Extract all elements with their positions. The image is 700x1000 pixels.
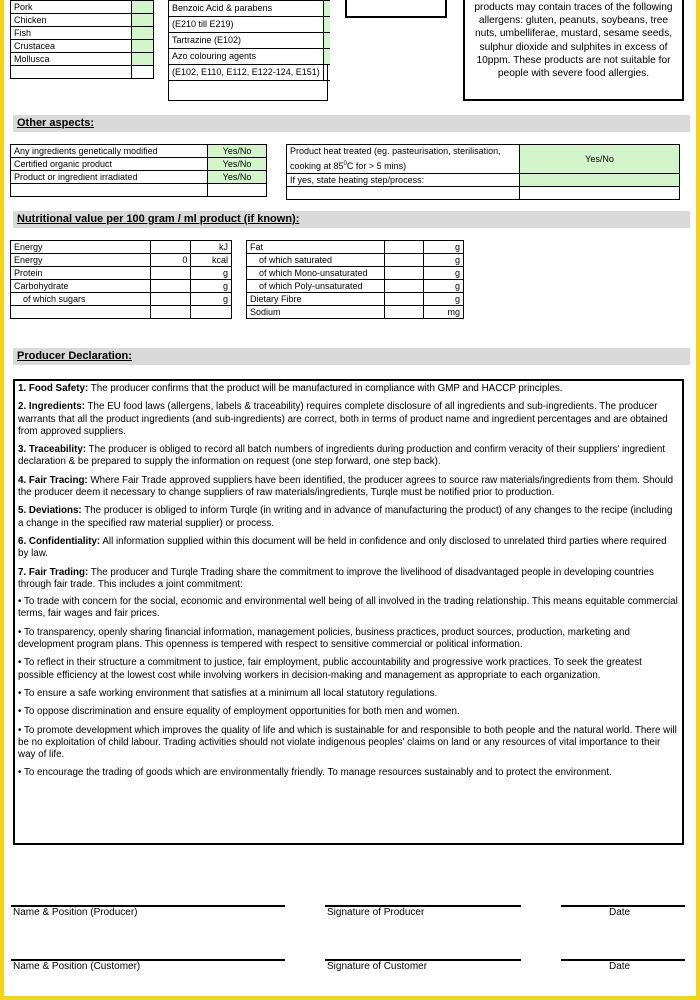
customer-date-label: Date <box>609 961 631 972</box>
additive-check-cell[interactable] <box>323 33 330 49</box>
declaration-item <box>18 536 679 561</box>
nutrient-label: of which sugars <box>11 293 151 306</box>
nutrient-label: of which Mono-unsaturated <box>247 267 385 280</box>
nutrient-value[interactable] <box>384 293 424 306</box>
declaration-item-heading: 5. Deviations: <box>18 505 82 517</box>
declaration-item <box>18 444 679 469</box>
nutrient-value[interactable]: 0 <box>150 254 191 267</box>
allergen-label: Fish <box>11 27 132 40</box>
allergen-label: Crustacea <box>11 40 132 53</box>
heating-step-label: If yes, state heating step/process: <box>287 174 520 187</box>
additive-label: Tartrazine (E102) <box>169 33 323 49</box>
declaration-item-text: The producer is obliged to record all batch numbers of ingredients during production and confirm veracity of their suppliers' ingredient declaration & be prepared to supply the information on request (one step forward, one step back). <box>18 444 666 468</box>
producer-name-label: Name & Position (Producer) <box>13 907 138 918</box>
nutrition-row <box>247 241 464 254</box>
nutrient-unit: g <box>191 280 232 293</box>
allergen-label: Pork <box>11 1 132 14</box>
allergen-label: Mollusca <box>11 53 132 66</box>
declaration-item-heading: 4. Fair Tracing: <box>18 474 88 486</box>
other-aspects-table <box>10 144 267 197</box>
additive-row <box>169 49 330 65</box>
nutrient-value[interactable] <box>150 267 191 280</box>
heat-treated-value[interactable]: Yes/No <box>520 145 680 174</box>
declaration-bullet: • To reflect in their structure a commitment to justice, fair employment, public accountability and progressive work practices. To seek the greatest possible efficiency at the lowest cost while involving workers in decision-making and management as appropriate to each organization. <box>18 657 642 681</box>
nutrient-unit: g <box>191 267 232 280</box>
aspect-empty-row <box>11 184 267 197</box>
nutrient-unit: kcal <box>191 254 232 267</box>
aspect-empty-a <box>11 184 208 197</box>
declaration-item <box>18 401 679 438</box>
allergen-row <box>11 27 154 40</box>
allergen-check-cell[interactable] <box>132 53 154 66</box>
nutrient-unit: g <box>424 254 464 267</box>
nutrient-value[interactable] <box>150 241 191 254</box>
declaration-bullet: • To ensure a safe working environment that satisfies at a minimum all local statutory regulations. <box>18 687 438 699</box>
allergen-table <box>10 0 154 79</box>
nutrient-unit: g <box>191 293 232 306</box>
declaration-bullet: • To transparency, openly sharing financial information, management policies, business practices, product sources, production, marketing and development program plans. This openness is tempered with respect to sensitive commercial or political information. <box>18 626 630 651</box>
additive-row <box>169 17 330 33</box>
aspect-label: Product or ingredient irradiated <box>11 171 208 184</box>
additive-label: Azo colouring agents <box>169 49 323 65</box>
declaration-item-text: The producer confirms that the product will be manufactured in compliance with GMP and HACCP principles. <box>88 383 563 394</box>
nutrition-table-right <box>246 240 464 319</box>
additive-check-cell <box>323 65 330 81</box>
nutrient-empty-value[interactable] <box>150 306 191 319</box>
nutrient-empty-unit <box>191 306 232 319</box>
allergen-note: products may contain traces of the following allergens: gluten, peanuts, soybeans, tree nuts, umbelliferae, mustard, sesame seeds, sulphur dioxide and sulphites in excess of 10ppm. These products are not suitable for people with severe food allergies. <box>463 0 684 101</box>
nutrient-value[interactable] <box>150 293 191 306</box>
additive-label: Benzoic Acid & parabens <box>169 1 323 17</box>
allergen-row <box>11 14 154 27</box>
section-producer-declaration: Producer Declaration: <box>13 348 690 365</box>
additive-label: (E102, E110, E112, E122-124, E151) <box>169 65 323 81</box>
heating-step-value[interactable] <box>520 174 680 187</box>
allergen-check-cell[interactable] <box>132 14 154 27</box>
nutrient-label: Protein <box>11 267 151 280</box>
producer-signature-label: Signature of Producer <box>327 907 425 918</box>
allergen-row <box>11 53 154 66</box>
aspect-yes-no[interactable]: Yes/No <box>208 158 267 171</box>
nutrition-table-left <box>10 240 232 319</box>
allergen-empty-row <box>11 66 154 79</box>
allergen-row <box>11 1 154 14</box>
additive-row <box>169 65 330 81</box>
additive-check-cell[interactable] <box>323 1 330 17</box>
heat-treated-label <box>287 145 520 174</box>
nutrition-row <box>11 293 232 306</box>
nutrient-label: of which Poly-unsaturated <box>247 280 385 293</box>
heat-empty-cell-b <box>520 187 680 200</box>
heat-label-line1: Product heat treated (eg. pasteurisation, sterilisation, <box>290 146 501 156</box>
nutrient-unit: g <box>424 241 464 254</box>
nutrient-label: Energy <box>11 241 151 254</box>
section-nutrition: Nutritional value per 100 gram / ml product (if known): <box>13 211 690 228</box>
declaration-item-heading: 7. Fair Trading: <box>18 566 89 578</box>
additive-check-cell[interactable] <box>323 49 330 65</box>
nutrition-row <box>247 280 464 293</box>
declaration-item <box>18 383 679 395</box>
declaration-item-text: All information supplied within this document will be held in confidence and only disclosed to unrelated third parties where required by law. <box>18 535 667 560</box>
nutrient-label: Fat <box>247 241 385 254</box>
declaration-bullet: • To promote development which improves the quality of life and which is sustainable for and responsible to both people and the natural world. There will be no exploitation of child labour. Trading activities should not violate indigenous peoples' claims on land or any resources of vital importance to their way of life. <box>18 724 677 761</box>
aspect-row <box>11 158 267 171</box>
aspect-yes-no[interactable]: Yes/No <box>208 145 267 158</box>
nutrient-label: of which saturated <box>247 254 385 267</box>
declaration-item <box>18 505 679 530</box>
declaration-item-text: The EU food laws (allergens, labels & traceability) requires complete disclosure of all ingredients and sub-ingredients. The producer warrants that all the product ingredients (and sub-ingredients) are correct, both in terms of product name and ingredient percentages and are obtained from approved suppliers. <box>18 401 668 437</box>
section-other-aspects: Other aspects: <box>13 115 690 132</box>
allergen-row <box>11 40 154 53</box>
nutrient-value[interactable] <box>150 280 191 293</box>
allergen-check-cell[interactable] <box>132 40 154 53</box>
nutrition-row <box>247 267 464 280</box>
aspect-row <box>11 171 267 184</box>
nutrition-row <box>247 306 464 319</box>
nutrient-label: Dietary Fibre <box>247 293 385 306</box>
allergen-check-cell[interactable] <box>132 1 154 14</box>
declaration-item-heading: 6. Confidentiality: <box>18 535 101 547</box>
additive-check-cell[interactable] <box>323 17 330 33</box>
nutrition-row <box>247 254 464 267</box>
document-page <box>4 0 696 996</box>
aspect-label: Certified organic product <box>11 158 208 171</box>
aspect-empty-b <box>208 184 267 197</box>
additive-row <box>169 1 330 17</box>
customer-name-label: Name & Position (Customer) <box>13 961 141 972</box>
nutrient-unit: kJ <box>191 241 232 254</box>
heat-label-sup: 0 <box>343 161 347 167</box>
aspect-row <box>11 145 267 158</box>
heat-label-line2a: cooking at 85 <box>290 161 344 171</box>
nutrient-unit: g <box>424 267 464 280</box>
additives-table <box>169 0 330 81</box>
nutrient-value[interactable] <box>384 254 424 267</box>
nutrition-row <box>11 254 232 267</box>
declaration-item-heading: 1. Food Safety: <box>18 383 89 394</box>
declaration-item-heading: 2. Ingredients: <box>18 401 85 413</box>
allergen-check-cell[interactable] <box>132 27 154 40</box>
declaration-bullet: • To trade with concern for the social, economic and environmental well being of all involved in the trading relationship. This means equitable commercial terms, fair wages and fair prices. <box>18 596 678 620</box>
nutrition-row <box>11 306 232 319</box>
allergen-empty-b <box>132 66 154 79</box>
declaration-bullet: • To oppose discrimination and ensure equality of employment opportunities for both men and women. <box>18 706 460 718</box>
allergen-label: Chicken <box>11 14 132 27</box>
additives-box <box>168 0 328 101</box>
additive-row <box>169 33 330 49</box>
nutrition-row <box>11 280 232 293</box>
declaration-item-text: Where Fair Trade approved suppliers have been identified, the producer agrees to source raw materials/ingredients from them. Should the producer deem it necessary to change suppliers of raw materials/ingredients, Turqle must be notified prior to production. <box>18 474 674 499</box>
declaration-item-text: The producer is obliged to inform Turqle (in writing and in advance of manufacturing the product) of any changes to the recipe (including a change in the specified raw material supplier) or process. <box>18 505 673 529</box>
additive-label: (E210 till E219) <box>169 17 323 33</box>
declaration-item-text: The producer and Turqle Trading share the commitment to improve the livelihood of disadvantaged people in developing countries through fair trade. This includes a joint commitment: <box>18 566 654 590</box>
aspect-yes-no[interactable]: Yes/No <box>208 171 267 184</box>
customer-signature-label: Signature of Customer <box>327 961 428 972</box>
heat-label-line2b: C for > 5 mins) <box>346 161 407 171</box>
nutrition-row <box>11 267 232 280</box>
nutrient-value[interactable] <box>384 267 424 280</box>
nutrition-row <box>11 241 232 254</box>
allergen-empty-a <box>11 66 132 79</box>
declaration-item <box>18 567 679 592</box>
declaration-item-heading: 3. Traceability: <box>18 444 87 456</box>
top-empty-box <box>345 0 447 18</box>
nutrient-value[interactable] <box>384 306 424 319</box>
nutrient-unit: mg <box>424 306 464 319</box>
nutrient-unit: g <box>424 280 464 293</box>
nutrient-label: Energy <box>11 254 151 267</box>
nutrient-unit: g <box>424 293 464 306</box>
nutrient-empty-label <box>11 306 151 319</box>
nutrient-value[interactable] <box>384 241 424 254</box>
nutrient-value[interactable] <box>384 280 424 293</box>
heat-treatment-table <box>286 144 680 200</box>
aspect-label: Any ingredients genetically modified <box>11 145 208 158</box>
producer-date-label: Date <box>609 907 631 918</box>
declaration-item <box>18 475 679 500</box>
nutrient-label: Sodium <box>247 306 385 319</box>
heat-empty-cell-a <box>287 187 520 200</box>
declaration-box <box>13 379 684 845</box>
declaration-bullet: • To encourage the trading of goods which are environmentally friendly. To manage resources sustainably and to protect the environment. <box>18 767 612 779</box>
nutrition-row <box>247 293 464 306</box>
nutrient-label: Carbohydrate <box>11 280 151 293</box>
